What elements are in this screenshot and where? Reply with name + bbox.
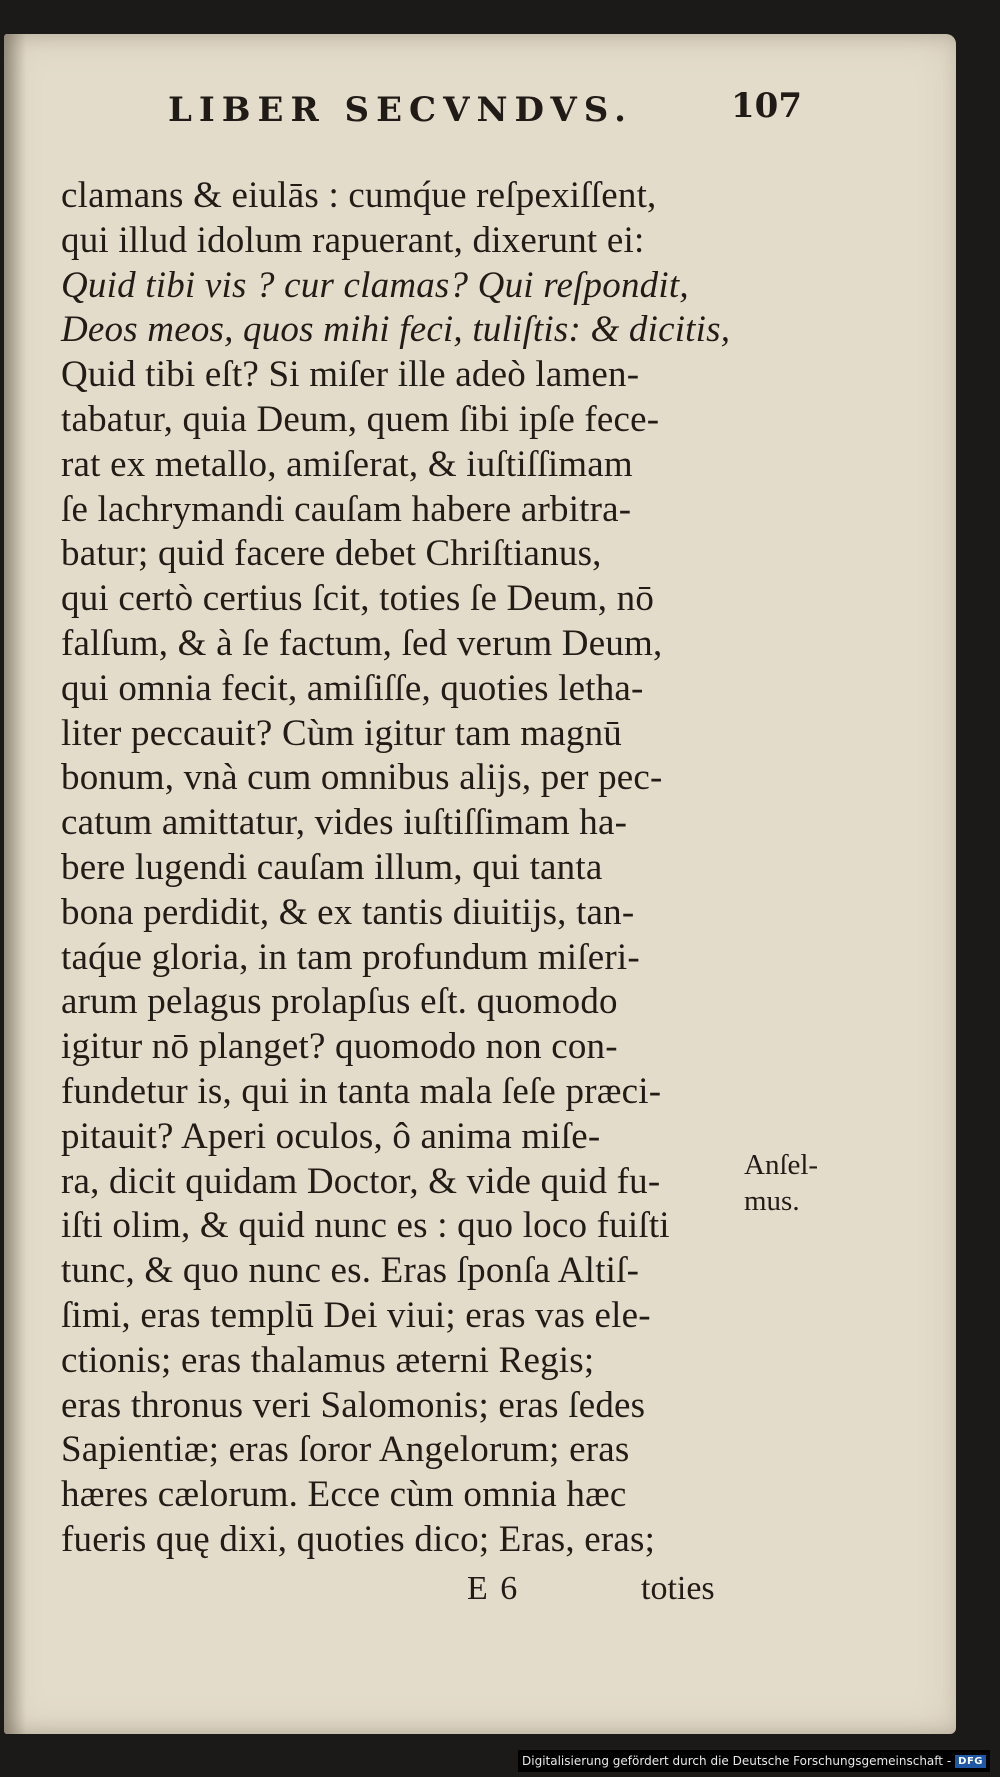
text-line: qui omnia fecit, amiſiſſe, quoties letha- xyxy=(61,667,644,709)
text-line: Quid tibi vis ? cur clamas? Qui reſpondit, xyxy=(61,264,689,306)
body-text xyxy=(61,174,741,1563)
text-line: tabatur, quia Deum, quem ſibi ipſe fece- xyxy=(61,398,660,440)
text-line: Deos meos, quos mihi feci, tuliſtis: & dicitis, xyxy=(61,309,731,351)
text-line: ctionis; eras thalamus æterni Regis; xyxy=(61,1339,595,1381)
text-line: iſti olim, & quid nunc es : quo loco fuiſti xyxy=(61,1205,670,1247)
text-line: qui illud idolum rapuerant, dixerunt ei: xyxy=(61,219,645,261)
text-line: Quid tibi eſt? Si miſer ille adeò lamen- xyxy=(61,354,640,396)
text-line: ſimi, eras templū Dei viui; eras vas ele- xyxy=(61,1294,651,1336)
dfg-logo-icon: DFG xyxy=(955,1755,986,1768)
text-line: batur; quid facere debet Chriſtianus, xyxy=(61,533,602,575)
text-line: bona perdidit, & ex tantis diuitijs, tan- xyxy=(61,891,635,933)
text-line: eras thronus veri Salomonis; eras ſedes xyxy=(61,1384,646,1426)
running-header: LIBER SECVNDVS. xyxy=(168,90,633,130)
marginal-note-line: mus. xyxy=(744,1185,800,1217)
text-line: ſe lachrymandi cauſam habere arbitra- xyxy=(61,488,632,530)
text-line: igitur nō planget? quomodo non con- xyxy=(61,1026,618,1068)
marginal-note-line: Anſel- xyxy=(744,1149,819,1181)
gutter-shadow xyxy=(4,34,26,1734)
page-number: 107 xyxy=(731,86,802,126)
text-line: catum amittatur, vides iuſtiſſimam ha- xyxy=(61,802,628,844)
text-line: Sapientiæ; eras ſoror Angelorum; eras xyxy=(61,1429,630,1471)
text-line: fueris quę dixi, quoties dico; Eras, eras; xyxy=(61,1518,656,1560)
marginal-note xyxy=(744,1147,818,1219)
text-line: hæres cælorum. Ecce cùm omnia hæc xyxy=(61,1474,627,1516)
funding-credit: Digitalisierung gefördert durch die Deutsche Forschungsgemeinschaft - xyxy=(522,1754,952,1768)
signature-mark: E 6 xyxy=(467,1570,520,1607)
text-line: arum pelagus prolapſus eſt. quomodo xyxy=(61,981,618,1023)
text-line: pitauit? Aperi oculos, ô anima miſe- xyxy=(61,1115,601,1157)
book-page xyxy=(4,34,956,1734)
text-line: ra, dicit quidam Doctor, & vide quid fu- xyxy=(61,1160,661,1202)
text-line: bonum, vnà cum omnibus alijs, per pec- xyxy=(61,757,663,799)
text-line: tunc, & quo nunc es. Eras ſponſa Altiſ- xyxy=(61,1250,640,1292)
text-line: taq́ue gloria, in tam profundum miſeri- xyxy=(61,936,640,978)
text-line: fundetur is, qui in tanta mala ſeſe præci- xyxy=(61,1070,662,1112)
digitization-footer xyxy=(518,1750,990,1772)
text-line: liter peccauit? Cùm igitur tam magnū xyxy=(61,712,623,754)
text-line: rat ex metallo, amiſerat, & iuſtiſſimam xyxy=(61,443,633,485)
catchword: toties xyxy=(641,1570,715,1607)
text-line: qui certò certius ſcit, toties ſe Deum, nō xyxy=(61,578,655,620)
text-line: falſum, & à ſe factum, ſed verum Deum, xyxy=(61,622,663,664)
text-line: bere lugendi cauſam illum, qui tanta xyxy=(61,846,603,888)
text-line: clamans & eiulās : cumq́ue reſpexiſſent, xyxy=(61,175,657,216)
